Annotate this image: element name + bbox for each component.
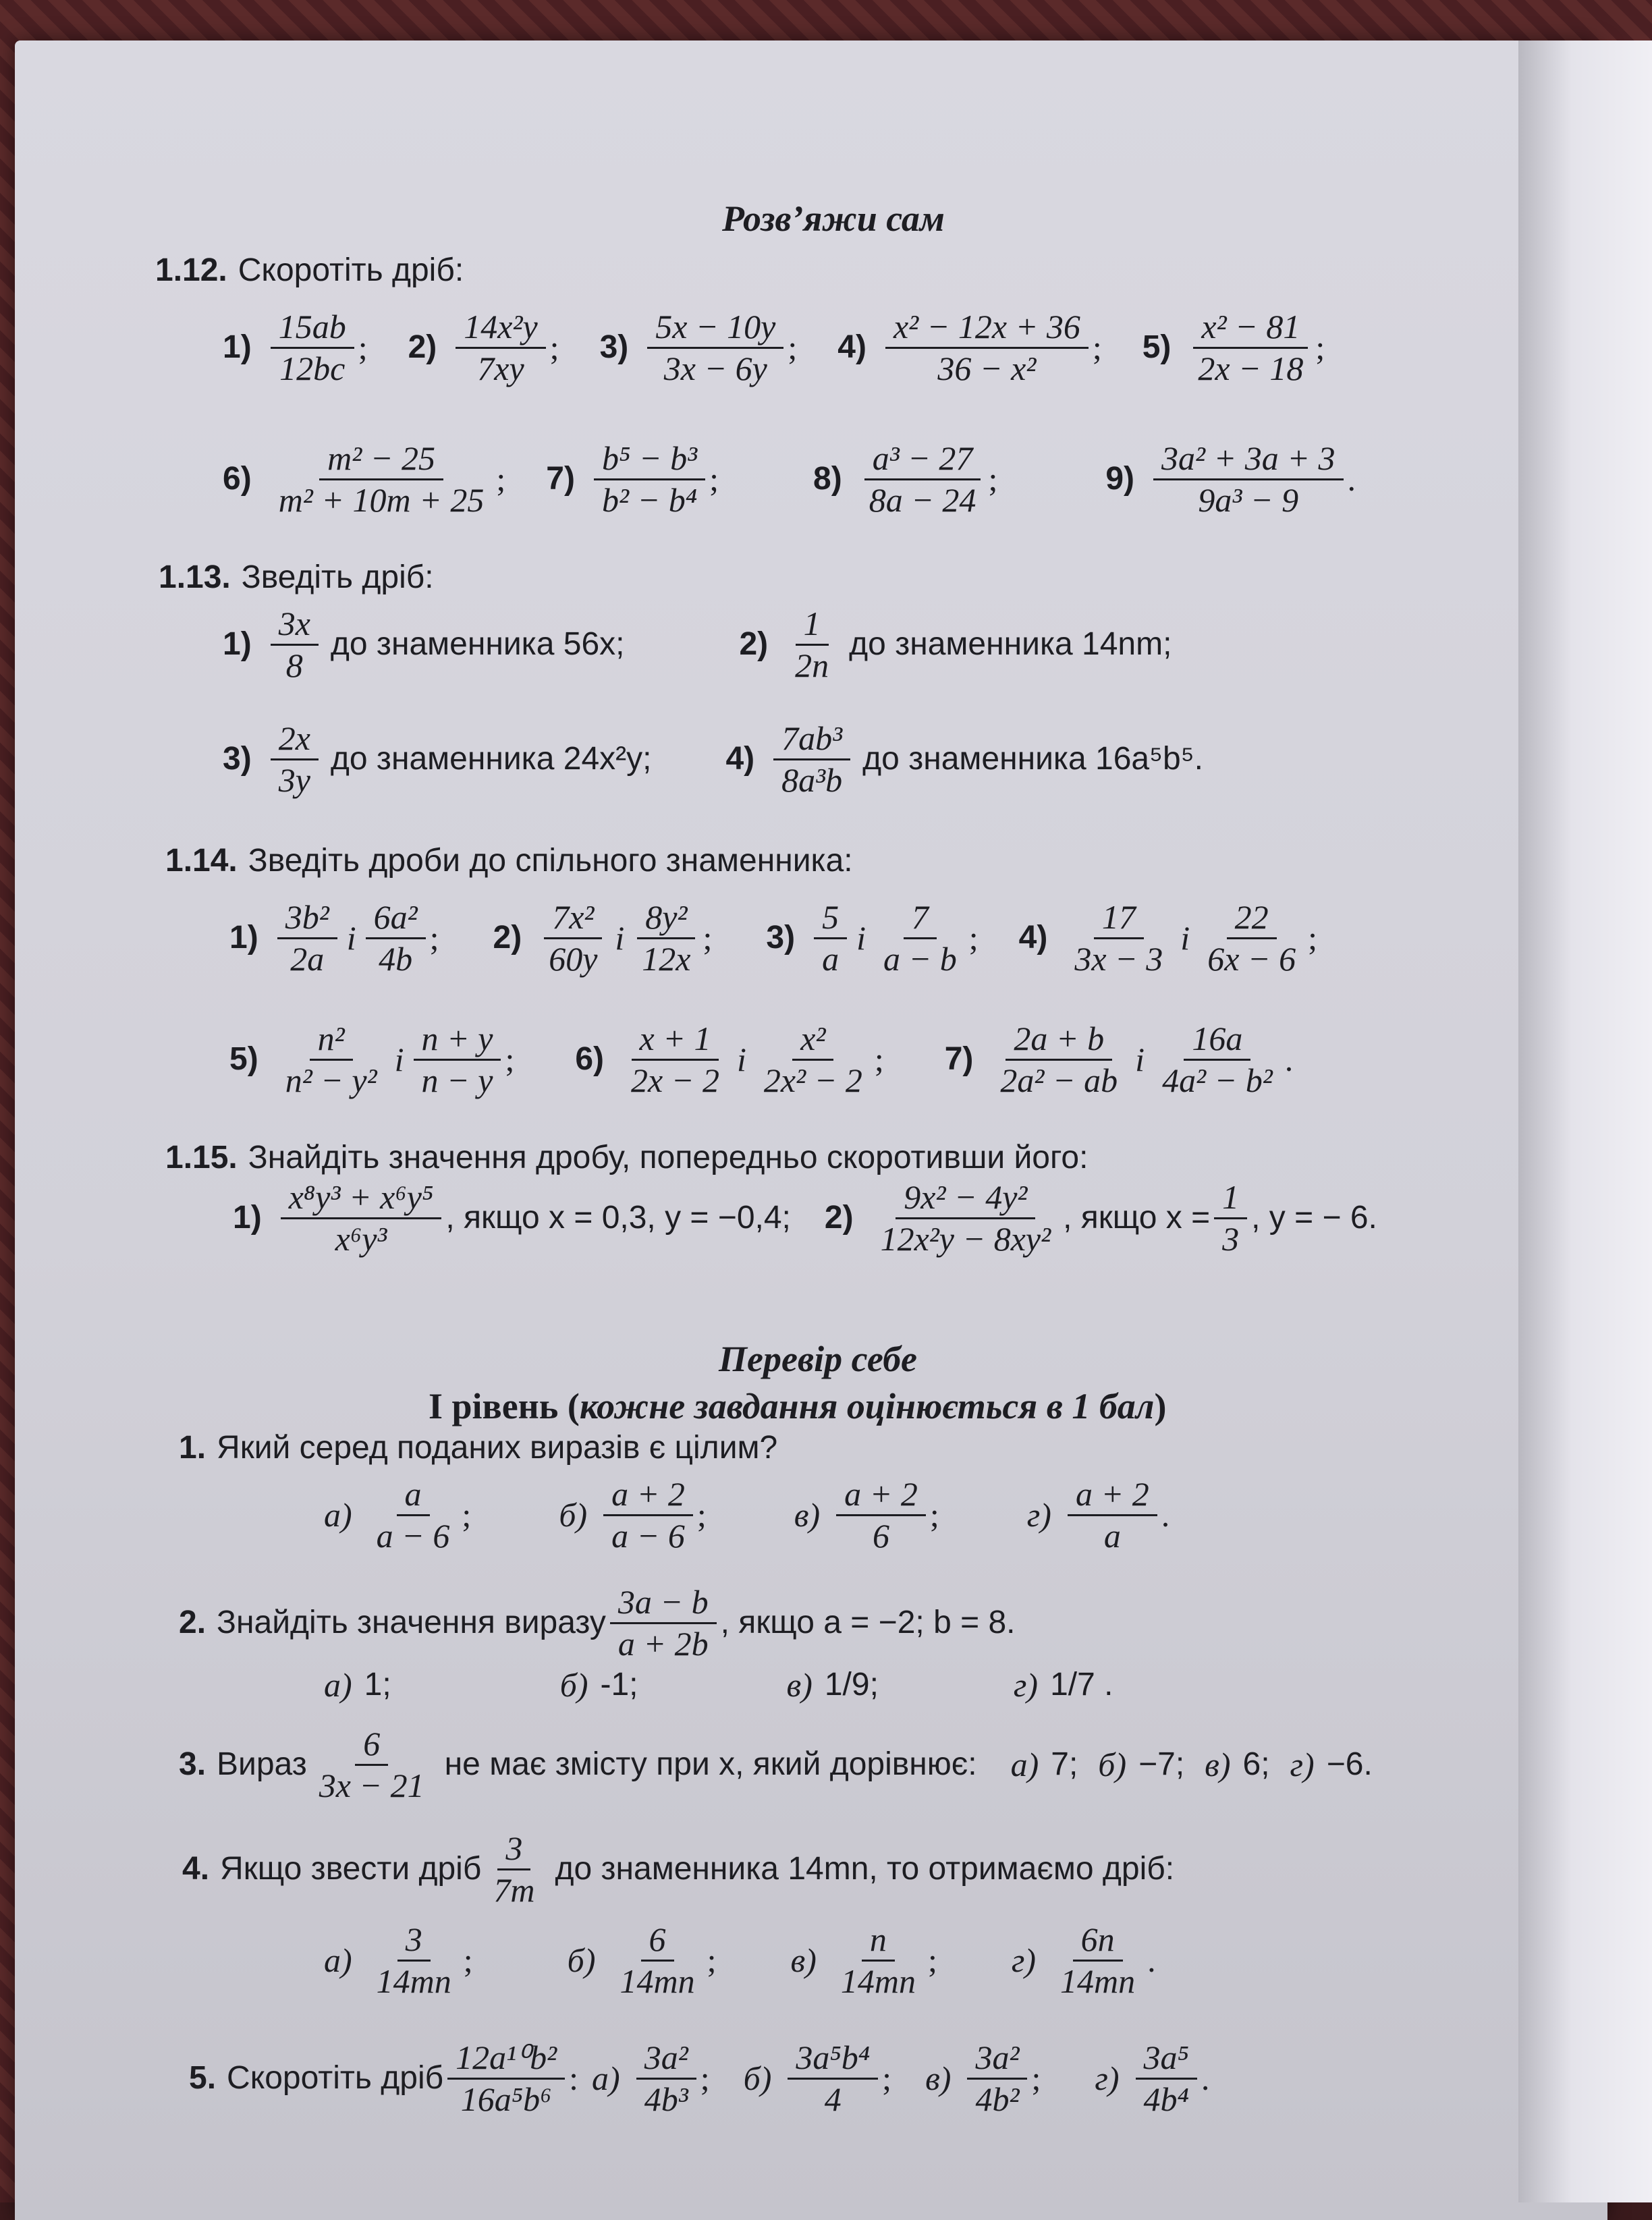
task-1-13-header <box>159 560 434 596</box>
question-1-options <box>324 1474 1169 1556</box>
numerator: 6n <box>1073 1920 1123 1962</box>
punct: ; <box>496 460 506 498</box>
question-number: 3. <box>179 1746 206 1783</box>
conjunction: і <box>346 919 356 957</box>
punct: ; <box>429 919 439 957</box>
numerator: 5x − 10y <box>647 307 783 349</box>
option-value: 1/7 . <box>1050 1667 1113 1703</box>
task-number: 1.13. <box>159 559 231 595</box>
task-number: 1.15. <box>165 1140 238 1175</box>
option-label: г) <box>1026 1496 1051 1534</box>
question-text: Скоротіть дріб <box>227 2060 444 2097</box>
item-label: 5) <box>229 1041 258 1078</box>
fraction <box>1136 2038 1197 2119</box>
punct: ; <box>929 1496 939 1534</box>
denominator: n² − y² <box>285 1061 377 1099</box>
numerator: 9x² − 4y² <box>896 1177 1035 1219</box>
item-label: 2) <box>408 329 437 366</box>
punct: ; <box>788 329 798 366</box>
numerator: n <box>862 1920 895 1962</box>
fraction <box>271 307 354 389</box>
conjunction: і <box>1135 1040 1145 1078</box>
numerator: 12a¹⁰b² <box>447 2038 565 2080</box>
denominator: x⁶y³ <box>335 1220 387 1258</box>
task-title: Зведіть дріб: <box>241 559 434 595</box>
question-text: Якщо звести дріб <box>220 1851 482 1887</box>
numerator: 3 <box>497 1829 530 1870</box>
denominator: 7m <box>493 1871 535 1909</box>
fraction <box>1066 897 1171 979</box>
denominator: 7xy <box>477 350 524 387</box>
fraction <box>992 1019 1126 1101</box>
fraction <box>1068 1474 1157 1556</box>
task-1-14-header <box>165 843 853 879</box>
question-number: 1. <box>179 1430 206 1466</box>
item-label: 2) <box>493 920 522 956</box>
conjunction: і <box>615 919 625 957</box>
denominator: 3x − 3 <box>1074 940 1163 978</box>
fraction <box>647 307 783 389</box>
denominator: 2x − 18 <box>1198 350 1304 387</box>
item-label: 1) <box>233 1200 262 1236</box>
denominator: 2a² − ab <box>1000 1061 1118 1099</box>
question-text: Вираз <box>217 1746 307 1783</box>
punct: ; <box>358 329 368 366</box>
item-label: 1) <box>223 626 252 663</box>
numerator: a + 2 <box>836 1474 926 1516</box>
fraction <box>414 1019 501 1101</box>
item-label: 3) <box>766 920 796 956</box>
numerator: 15ab <box>271 307 354 349</box>
denominator: 14mn <box>840 1962 916 2000</box>
numerator: a + 2 <box>603 1474 693 1516</box>
denominator: 6 <box>873 1517 889 1555</box>
fraction <box>281 1177 442 1259</box>
option-label: а) <box>592 2059 620 2097</box>
numerator: 2x <box>271 719 319 760</box>
fraction <box>623 1019 727 1101</box>
level-heading <box>429 1387 1167 1426</box>
fraction <box>1214 1177 1247 1259</box>
option-value: 6; <box>1242 1746 1270 1783</box>
punct: . <box>1147 1941 1156 1979</box>
question-2-options <box>324 1667 1113 1704</box>
punct: ; <box>709 460 719 498</box>
punct: ; <box>707 1941 717 1979</box>
fraction <box>1153 439 1343 520</box>
punct: ; <box>988 460 998 498</box>
numerator: x + 1 <box>632 1019 719 1061</box>
denominator: 2x² − 2 <box>763 1061 862 1099</box>
fraction <box>787 604 837 686</box>
punct: ; <box>1308 919 1318 957</box>
denominator: 8 <box>285 646 303 684</box>
section-heading-check: Перевір себе <box>719 1339 917 1379</box>
fraction <box>611 1920 703 2001</box>
task-1-13-row2 <box>223 719 1203 800</box>
numerator: x² <box>792 1019 833 1061</box>
punct: . <box>1161 1496 1170 1534</box>
fraction <box>447 2038 565 2119</box>
punct: ; <box>1092 329 1102 366</box>
numerator: a <box>397 1474 430 1516</box>
option-label: в) <box>786 1666 813 1704</box>
item-text: до знаменника 56x; <box>330 626 625 663</box>
item-label: 7) <box>546 461 575 497</box>
numerator: 3a² <box>636 2038 696 2080</box>
question-text: Який серед поданих виразів є цілим? <box>217 1430 778 1466</box>
option-label: а) <box>1010 1746 1039 1783</box>
denominator: 2a <box>290 940 325 978</box>
fraction <box>271 604 319 686</box>
question-number: 2. <box>179 1605 206 1641</box>
question-condition: не має змісту при x, який дорівнює: <box>444 1746 977 1783</box>
question-number: 5. <box>189 2060 217 2097</box>
item-text: до знаменника 24x²y; <box>330 741 652 777</box>
task-1-12-header <box>155 253 464 289</box>
numerator: n² <box>310 1019 353 1061</box>
denominator: 36 − x² <box>937 350 1037 387</box>
task-number: 1.12. <box>155 252 227 288</box>
fraction <box>271 439 493 520</box>
item-label: 3) <box>599 329 629 366</box>
numerator: 3x <box>271 604 319 646</box>
level-paren: ) <box>1154 1386 1167 1426</box>
conjunction: і <box>736 1040 746 1078</box>
question-condition: , якщо a = −2; b = 8. <box>720 1605 1016 1641</box>
punct: ; <box>549 329 559 366</box>
task-number: 1.14. <box>165 843 238 879</box>
fraction <box>861 439 985 520</box>
question-4-options <box>324 1920 1156 2001</box>
option-label: а) <box>324 1496 352 1534</box>
numerator: 14x²y <box>456 307 545 349</box>
option-label: г) <box>1011 1941 1037 1979</box>
numerator: 7x² <box>544 897 602 939</box>
denominator: 12bc <box>279 350 346 387</box>
numerator: 7ab³ <box>773 719 850 760</box>
numerator: 6 <box>641 1920 674 1962</box>
item-label: 8) <box>813 461 842 497</box>
denominator: 9a³ − 9 <box>1198 481 1299 519</box>
fraction <box>814 897 847 979</box>
option-label: г) <box>1290 1746 1315 1783</box>
option-label: в) <box>794 1496 821 1534</box>
numerator: 3a⁵b⁴ <box>788 2038 878 2080</box>
fraction <box>541 897 605 979</box>
conjunction: і <box>394 1040 404 1078</box>
numerator: b⁵ − b³ <box>594 439 705 480</box>
item-text: , y = − 6. <box>1251 1200 1377 1236</box>
item-label: 2) <box>739 626 769 663</box>
task-1-15-header <box>165 1140 1088 1176</box>
fraction <box>271 719 319 800</box>
option-label: а) <box>324 1666 352 1704</box>
option-value: 7; <box>1051 1746 1078 1783</box>
numerator: 1 <box>796 604 829 646</box>
punct: ; <box>505 1040 515 1078</box>
task-1-15-row <box>233 1177 1377 1259</box>
fraction <box>603 1474 693 1556</box>
punct: . <box>1347 460 1356 498</box>
denominator: 60y <box>549 940 598 978</box>
denominator: 3x − 21 <box>319 1767 424 1804</box>
fraction <box>456 307 545 389</box>
denominator: 2n <box>795 646 829 684</box>
option-label: б) <box>743 2059 772 2097</box>
option-label: б) <box>559 1496 588 1534</box>
item-label: 6) <box>223 461 252 497</box>
numerator: m² − 25 <box>319 439 443 480</box>
denominator: 4a² − b² <box>1162 1061 1273 1099</box>
numerator: 3a² + 3a + 3 <box>1153 439 1343 480</box>
item-label: 1) <box>229 920 258 956</box>
option-value: -1; <box>600 1667 638 1703</box>
denominator: 12x <box>642 940 691 978</box>
fraction <box>833 1920 924 2001</box>
denominator: 3 <box>1222 1220 1240 1258</box>
task-1-13-row1 <box>223 604 1172 686</box>
fraction <box>368 1474 458 1556</box>
denominator: b² − b⁴ <box>601 481 698 519</box>
item-label: 4) <box>725 741 755 777</box>
denominator: a <box>822 940 839 978</box>
option-value: −7; <box>1138 1746 1185 1783</box>
fraction <box>1190 307 1311 389</box>
fraction <box>485 1829 543 1910</box>
option-label: б) <box>567 1941 596 1979</box>
item-label: 3) <box>223 741 252 777</box>
fraction <box>788 2038 878 2119</box>
question-3 <box>179 1724 1373 1806</box>
punct: . <box>1284 1040 1294 1078</box>
option-value: 1/9; <box>824 1667 879 1703</box>
question-condition: до знаменника 14mn, то отримаємо дріб: <box>555 1851 1175 1887</box>
item-label: 2) <box>824 1200 854 1236</box>
option-label: а) <box>324 1941 352 1979</box>
numerator: 3b² <box>277 897 337 939</box>
numerator: 7 <box>904 897 937 939</box>
item-label: 7) <box>944 1041 974 1078</box>
denominator: m² + 10m + 25 <box>278 481 485 519</box>
level-label: І рівень ( <box>429 1386 580 1426</box>
numerator: x⁸y³ + x⁶y⁵ <box>281 1177 442 1219</box>
option-label: г) <box>1095 2059 1120 2097</box>
question-text: Знайдіть значення виразу <box>217 1605 606 1641</box>
option-label: г) <box>1013 1666 1039 1704</box>
numerator: a + 2 <box>1068 1474 1157 1516</box>
numerator: a³ − 27 <box>864 439 981 480</box>
denominator: a − 6 <box>611 1517 685 1555</box>
fraction <box>1052 1920 1143 2001</box>
denominator: 2x − 2 <box>631 1061 719 1099</box>
denominator: 8a − 24 <box>869 481 976 519</box>
item-label: 4) <box>1018 920 1048 956</box>
task-1-14-row2 <box>229 1019 1293 1101</box>
fraction <box>277 897 337 979</box>
punct: ; <box>462 1496 472 1534</box>
item-label: 4) <box>837 329 866 366</box>
denominator: 4b² <box>975 2080 1020 2118</box>
item-label: 1) <box>223 329 252 366</box>
denominator: 14mn <box>376 1962 451 2000</box>
question-5 <box>189 2038 1209 2119</box>
denominator: 4b⁴ <box>1143 2080 1189 2118</box>
option-label: в) <box>790 1941 817 1979</box>
item-text: до знаменника 16a⁵b⁵. <box>862 741 1203 777</box>
fraction <box>1154 1019 1281 1101</box>
punct: ; <box>874 1040 884 1078</box>
denominator: a − b <box>883 940 957 978</box>
denominator: 4 <box>824 2080 842 2118</box>
denominator: 4b³ <box>644 2080 688 2118</box>
task-1-14-row1 <box>229 897 1317 979</box>
denominator: a <box>1103 1517 1121 1555</box>
fraction <box>368 1920 460 2001</box>
numerator: 22 <box>1227 897 1277 939</box>
question-number: 4. <box>182 1851 210 1887</box>
numerator: 3a⁵ <box>1136 2038 1197 2080</box>
denominator: 3x − 6y <box>663 350 767 387</box>
denominator: n − y <box>421 1061 493 1099</box>
fraction <box>756 1019 871 1101</box>
task-title: Зведіть дроби до спільного знаменника: <box>248 843 853 879</box>
numerator: x² − 81 <box>1193 307 1308 349</box>
punct: ; <box>927 1941 937 1979</box>
denominator: 6x − 6 <box>1207 940 1296 978</box>
task-1-12-row2 <box>223 439 1356 520</box>
question-1 <box>179 1431 777 1466</box>
fraction <box>277 1019 385 1101</box>
numerator: 6 <box>355 1724 388 1766</box>
fraction <box>885 307 1089 389</box>
question-2 <box>179 1582 1016 1664</box>
item-label: 5) <box>1142 329 1172 366</box>
fraction <box>594 439 705 520</box>
denominator: a − 6 <box>376 1517 450 1555</box>
fraction <box>366 897 426 979</box>
level-note: кожне завдання оцінюється в 1 бал <box>579 1386 1155 1426</box>
fraction <box>773 719 850 800</box>
denominator: 3y <box>278 761 310 799</box>
numerator: 8y² <box>637 897 695 939</box>
numerator: 3 <box>397 1920 431 1962</box>
option-label: б) <box>1098 1746 1127 1783</box>
numerator: 6a² <box>366 897 426 939</box>
fraction <box>636 2038 696 2119</box>
numerator: 3a² <box>967 2038 1027 2080</box>
punct: ; <box>696 1496 707 1534</box>
item-text: , якщо x = <box>1063 1200 1211 1236</box>
item-text: , якщо x = 0,3, y = −0,4; <box>445 1200 791 1236</box>
task-1-12-row1 <box>223 307 1325 389</box>
conjunction: і <box>1180 919 1190 957</box>
denominator: 12x²y − 8xy² <box>880 1220 1051 1258</box>
fraction <box>1199 897 1304 979</box>
item-label: 6) <box>575 1041 605 1078</box>
punct: ; <box>1315 329 1325 366</box>
denominator: 4b <box>379 940 413 978</box>
item-text: до знаменника 14nm; <box>849 626 1172 663</box>
fraction <box>634 897 698 979</box>
question-4 <box>182 1829 1174 1910</box>
fraction <box>967 2038 1027 2119</box>
fraction <box>873 1177 1059 1259</box>
numerator: n + y <box>414 1019 501 1061</box>
task-title: Знайдіть значення дробу, попередньо скоротивши його: <box>248 1140 1089 1175</box>
numerator: 17 <box>1094 897 1144 939</box>
option-label: в) <box>925 2059 952 2097</box>
numerator: 1 <box>1214 1177 1247 1219</box>
fraction <box>836 1474 926 1556</box>
option-label: в) <box>1205 1746 1231 1783</box>
option-label: б) <box>559 1666 588 1704</box>
punct: . <box>1201 2059 1210 2097</box>
fraction <box>311 1724 433 1806</box>
item-label: 9) <box>1105 461 1135 497</box>
punct: ; <box>463 1941 473 1979</box>
punct: : <box>569 2059 579 2097</box>
numerator: 5 <box>814 897 847 939</box>
punct: ; <box>882 2059 892 2097</box>
punct: ; <box>703 919 713 957</box>
denominator: 14mn <box>620 1962 695 2000</box>
option-value: 1; <box>364 1667 391 1703</box>
denominator: 16a⁵b⁶ <box>460 2080 552 2118</box>
denominator: 8a³b <box>781 761 843 799</box>
numerator: 3a − b <box>610 1582 717 1624</box>
section-heading-solve: Розв’яжи сам <box>722 198 945 239</box>
denominator: a + 2b <box>617 1625 709 1663</box>
numerator: 2a + b <box>1006 1019 1112 1061</box>
task-title: Скоротіть дріб: <box>238 252 464 288</box>
punct: ; <box>1031 2059 1041 2097</box>
option-value: −6. <box>1326 1746 1373 1783</box>
denominator: 14mn <box>1060 1962 1136 2000</box>
fraction <box>875 897 965 979</box>
numerator: 16a <box>1184 1019 1250 1061</box>
conjunction: і <box>856 919 866 957</box>
numerator: x² − 12x + 36 <box>885 307 1089 349</box>
fraction <box>610 1582 717 1664</box>
punct: ; <box>968 919 979 957</box>
punct: ; <box>700 2059 710 2097</box>
